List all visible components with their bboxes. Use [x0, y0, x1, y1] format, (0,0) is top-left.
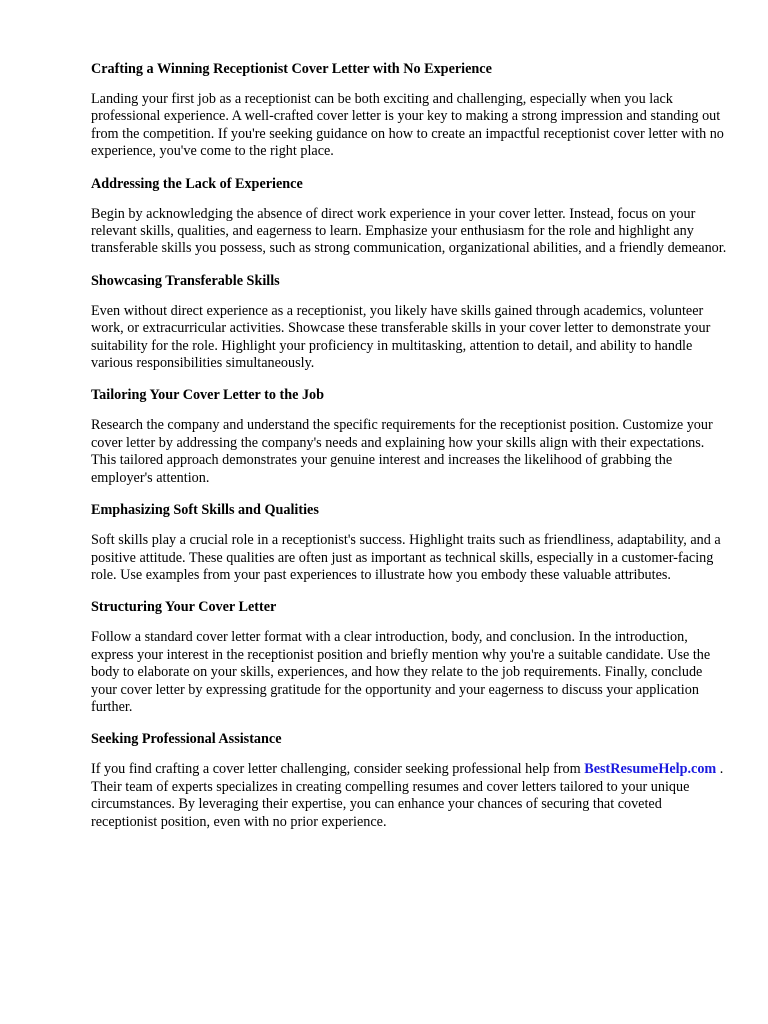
section-heading-soft-skills: Emphasizing Soft Skills and Qualities: [91, 502, 319, 519]
bestresumehelp-link[interactable]: BestResumeHelp.com: [584, 761, 717, 778]
intro-paragraph: Landing your first job as a receptionist can be both exciting and challenging, especially when you lack professional experience. A well-crafted cover letter is your key to making a strong impression and standing out from the competition. If you're seeking guidance on how to create an impactful receptionist cover letter with no experience, you've come to the right place.: [91, 91, 724, 160]
section-body-transferable-skills: Even without direct experience as a receptionist, you likely have skills gained through academics, volunteer work, or extracurricular activities. Showcase these transferable skills in your cover letter to demonstrate your suitability for the role. Highlight your proficiency in multitasking, attention to detail, and ability to handle various responsibilities simultaneously.: [91, 302, 711, 372]
section-heading-tailoring: Tailoring Your Cover Letter to the Job: [91, 387, 325, 404]
section-heading-structuring: Structuring Your Cover Letter: [91, 599, 277, 616]
section-heading-lack-of-experience: Addressing the Lack of Experience: [91, 175, 303, 192]
assistance-text-before-link: If you find crafting a cover letter challenging, consider seeking professional help from: [91, 761, 585, 778]
section-body-professional-assistance: [91, 761, 731, 831]
section-body-structuring: Follow a standard cover letter format with a clear introduction, body, and conclusion. In the introduction, express your interest in the receptionist position and briefly mention why you're a suitable candidate. Use the body to elaborate on your skills, experiences, and how they relate to the job requirements. Finally, conclude your cover letter by expressing gratitude for the opportunity and your eagerness to discuss your application further.: [91, 629, 711, 715]
section-heading-transferable-skills: Showcasing Transferable Skills: [91, 272, 280, 289]
section-heading-professional-assistance: Seeking Professional Assistance: [91, 731, 282, 748]
document-title: Crafting a Winning Receptionist Cover Letter with No Experience: [91, 61, 492, 77]
section-body-lack-of-experience: Begin by acknowledging the absence of direct work experience in your cover letter. Instead, focus on your relevant skills, qualities, and eagerness to learn. Emphasize your enthusiasm for the role and highlight any transferable skills you possess, such as strong communication, organizational abilities, and a friendly demeanor.: [91, 205, 727, 257]
section-body-soft-skills: Soft skills play a crucial role in a receptionist's success. Highlight traits such as friendliness, adaptability, and a positive attitude. These qualities are often just as important as technical skills, especially in a customer-facing role. Use examples from your past experiences to illustrate how you embody these valuable attributes.: [91, 532, 721, 583]
document-page: [91, 60, 731, 845]
section-body-tailoring: Research the company and understand the specific requirements for the receptionist position. Customize your cover letter by addressing the company's needs and explaining how your skills align with their expectations. This tailored approach demonstrates your genuine interest and increases the likelihood of grabbing the employer's attention.: [91, 417, 713, 486]
assistance-text-after-link: . Their team of experts specializes in creating compelling resumes and cover letters tailored to your unique circumstances. By leveraging their expertise, you can enhance your chances of securing that coveted receptionist position, even with no prior experience.: [91, 761, 724, 830]
